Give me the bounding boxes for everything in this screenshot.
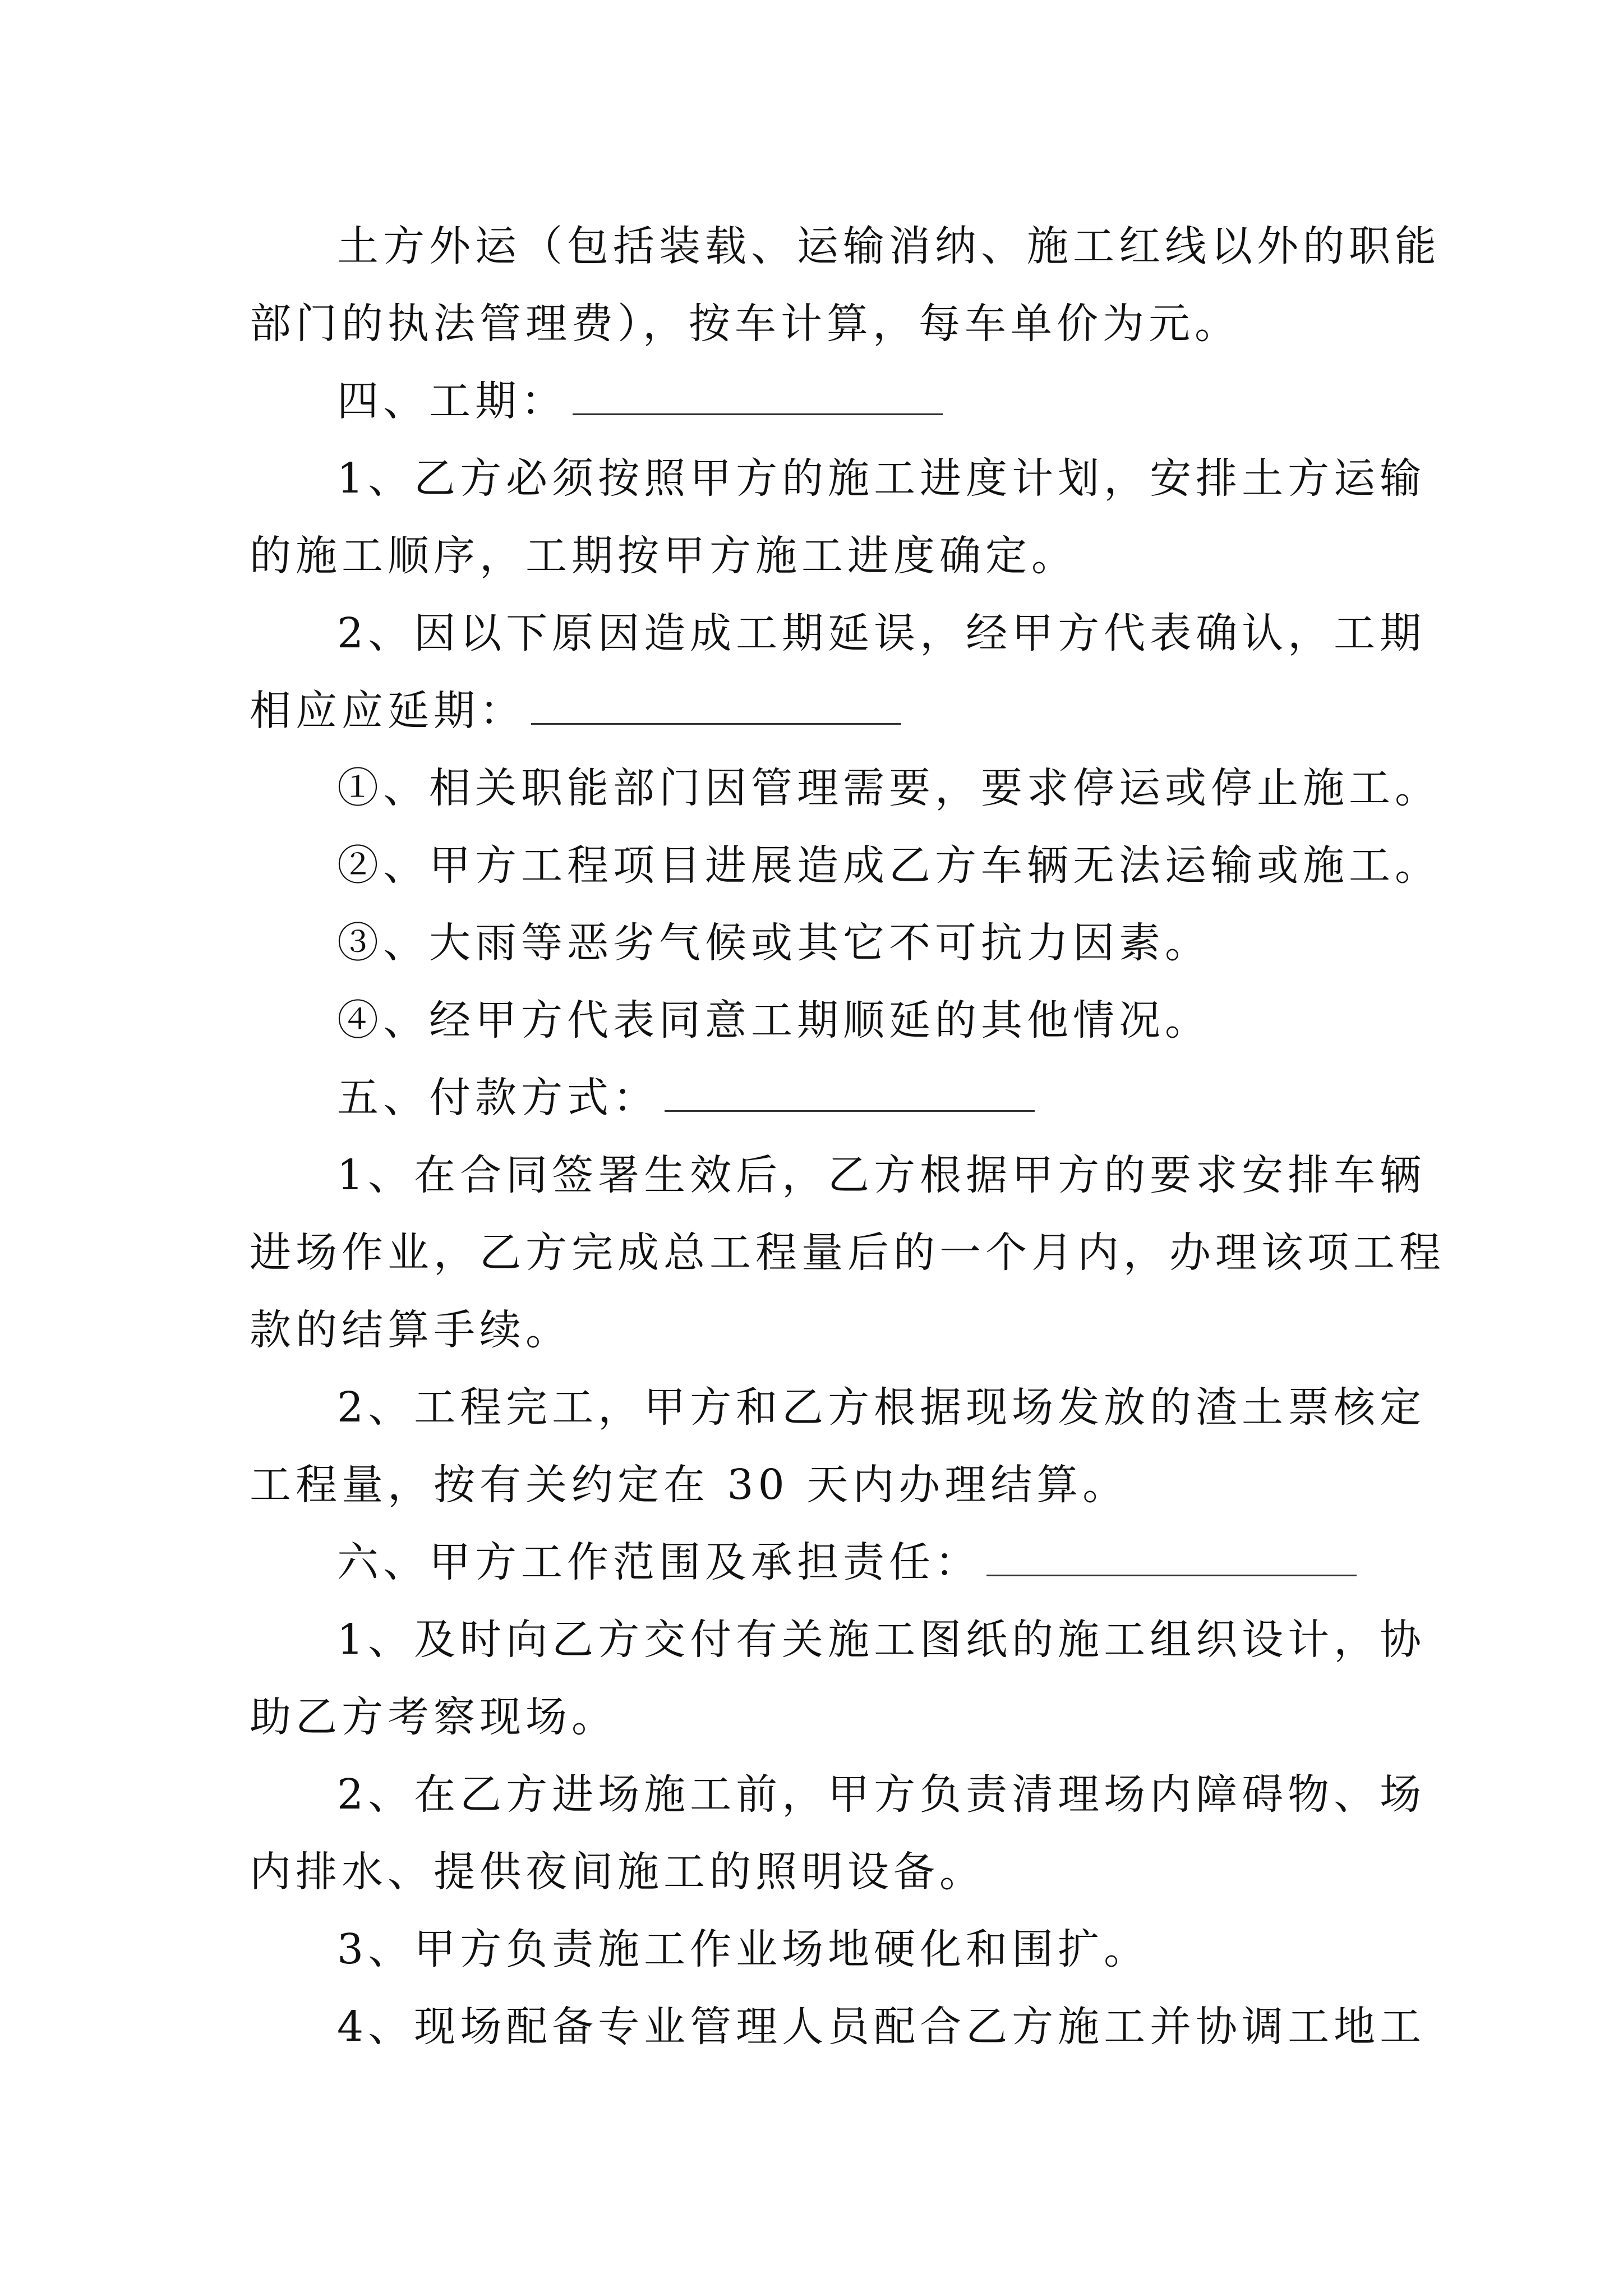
paragraph-line [250,1291,1394,1369]
paragraph-line [250,672,1394,749]
paragraph-line [250,1214,1445,1291]
paragraph-line [250,1446,1394,1524]
line-text: 1、乙方必须按照甲方的施工进度计划，安排土方运输 [337,454,1426,503]
line-text: 土方外运（包括装载、运输消纳、施工红线以外的职能 [337,222,1441,270]
line-text: ③、大雨等恶劣气候或其它不可抗力因素。 [337,919,1211,967]
paragraph-line [250,517,1394,595]
paragraph-line [250,595,1426,672]
line-text: 1、及时向乙方交付有关施工图纸的施工组织设计，协 [337,1616,1426,1664]
list-item [250,827,1441,904]
line-text: 4、现场配备专业管理人员配合乙方施工并协调工地工 [337,2003,1426,2051]
line-text: 2、在乙方进场施工前，甲方负责清理场内障碍物、场 [337,1770,1426,1819]
fill-in-blank [986,1541,1357,1576]
paragraph-line [250,285,1394,362]
paragraph-line [250,1756,1426,1833]
list-item [250,904,1394,982]
fill-in-blank [665,1076,1035,1112]
list-item [250,749,1441,827]
paragraph-line [250,1833,1394,1911]
line-text: 工程量，按有关约定在 30 天内办理结算。 [250,1461,1129,1509]
paragraph-line [250,440,1426,517]
line-text: ④、经甲方代表同意工期顺延的其他情况。 [337,996,1211,1045]
line-text: 3、甲方负责施工作业场地硬化和围扩。 [337,1925,1150,1973]
paragraph-line [250,1678,1394,1756]
section-heading [250,362,1394,440]
line-text: 部门的执法管理费），按车计算，每车单价为元。 [250,300,1241,348]
section-heading [250,1524,1394,1601]
line-text: 助乙方考察现场。 [250,1693,617,1741]
paragraph-line [250,1601,1426,1678]
line-text: 2、因以下原因造成工期延误，经甲方代表确认，工期 [337,609,1426,657]
paragraph-line [250,1988,1426,2065]
paragraph-line [250,1911,1394,1988]
line-text: 款的结算手续。 [250,1306,571,1354]
paragraph-line [250,208,1441,285]
paragraph-line [250,1137,1426,1214]
line-text: 1、在合同签署生效后，乙方根据甲方的要求安排车辆 [337,1151,1426,1199]
document-body [250,208,1445,2065]
line-text: 相应应延期： [250,687,525,735]
line-text: ①、相关职能部门因管理需要，要求停运或停止施工。 [337,764,1441,812]
fill-in-blank [573,380,943,415]
line-text: 六、甲方工作范围及承担责任： [337,1538,981,1586]
line-text: 五、付款方式： [337,1074,659,1122]
line-text: 进场作业，乙方完成总工程量后的一个月内，办理该项工程 [250,1228,1445,1277]
list-item [250,982,1394,1059]
line-text: 内排水、提供夜间施工的照明设备。 [250,1848,985,1896]
line-text: 2、工程完工，甲方和乙方根据现场发放的渣土票核定 [337,1383,1426,1432]
line-text: 四、工期： [337,377,567,425]
paragraph-line [250,1369,1426,1446]
section-heading [250,1059,1394,1137]
line-text: 的施工顺序，工期按甲方施工进度确定。 [250,532,1077,580]
fill-in-blank [531,689,901,725]
line-text: ②、甲方工程项目进展造成乙方车辆无法运输或施工。 [337,841,1441,890]
